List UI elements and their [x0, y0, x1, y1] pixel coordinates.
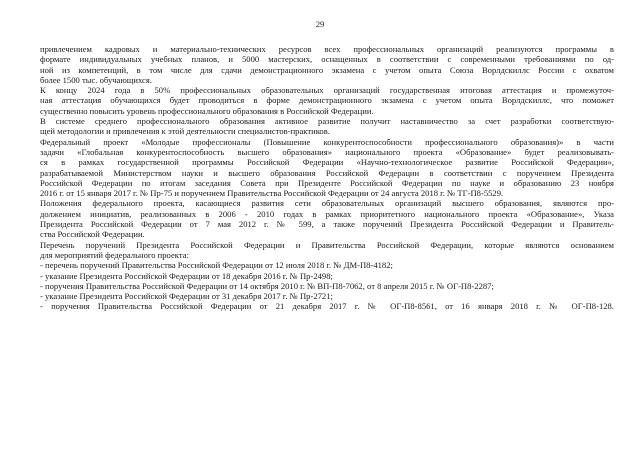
text-line: Президента Российской Федерации от 7 мая 2012 г. № 599, а также поручений Президента Российской Федерации и Правитель- — [40, 219, 614, 230]
text-line: В системе среднего профессионального образования активное развитие получит наставничество за счет разработки соответствую- — [40, 116, 614, 127]
text-line: более 1500 тыс. обучающихся. — [40, 74, 152, 85]
text-line: Российской Федерации по итогам заседания Совета при Президенте Российской Федерации по науке и образованию 23 ноября — [40, 177, 614, 188]
text-line: Перечень поручений Президента Российской Федерации и Правительства Российской Федерации, которые являются основанием — [40, 239, 614, 250]
text-line: - перечень поручений Правительства Российской Федерации от 12 июля 2018 г. № ДМ-П8-4182; — [40, 260, 393, 271]
text-line: существенно повысить уровень профессионального образования в Российской Федерации. — [40, 105, 374, 116]
text-line: ная аттестация обучающихся будет проводиться в форме демонстрационного экзамена с учетом опыта Ворлдскиллс, что поможет — [40, 95, 614, 106]
text-line: разрабатываемой Министерством науки и высшего образования Российской Федерации в соответствии с поручением Президента — [40, 167, 614, 178]
text-line: должением инициатив, реализованных в 2006 - 2010 годах в рамках приоритетного национального проекта «Образование», Указа — [40, 208, 614, 219]
text-line: для мероприятий федерального проекта: — [40, 249, 189, 260]
text-line: формате индивидуальных учебных планов, и 5000 мастерских, оснащенных в соответствии с современными требованиями по од- — [40, 54, 614, 65]
text-line: - указание Президента Российской Федерации от 18 декабря 2016 г. № Пр-2498; — [40, 270, 333, 281]
text-line: ся в рамках государственной программы Российской Федерации «Научно-технологическое развитие Российской Федерации», — [40, 157, 614, 168]
page-number: 29 — [315, 19, 325, 29]
text-line: Положения федерального проекта, касающиеся развития сети образовательных организаций высшего образования, являются про- — [40, 198, 614, 209]
text-line: привлечением кадровых и материально-технических ресурсов всех профессиональных организаций реализуются программы в — [40, 44, 614, 54]
text-line: ства Российской Федерации. — [40, 229, 145, 240]
text-line: - указание Президента Российской Федерации от 31 декабря 2017 г. № Пр-2721; — [40, 291, 333, 302]
text-line: К концу 2024 года в 50% профессиональных образовательных организаций государственная итоговая аттестация и промежуточ- — [40, 85, 614, 96]
text-line: 2016 г. от 15 января 2017 г. № Пр-75 и поручением Правительства Российской Федерации от 24 августа 2018 г. № ТГ-П8-5529. — [40, 188, 504, 199]
text-line: ной из компетенций, в том числе для сдачи демонстрационного экзамена с учетом опыта Союза Ворлдскиллс России с охватом — [40, 64, 614, 75]
text-line: задачи «Глобальная конкурентоспособность высшего образования» национального проекта «Образование» будет реализовывать- — [40, 146, 614, 157]
text-line: щей методологии и привлечения к этой деятельности специалистов-практиков. — [40, 126, 330, 137]
document-body-text — [40, 44, 614, 312]
text-line: - поручения Правительства Российской Федерации от 14 октября 2010 г. № ВП-П8-7062, от 8 апреля 2015 г. № ОГ-П8-2287; — [40, 280, 494, 291]
text-line: - поручения Правительства Российской Федерации от 21 декабря 2017 г. № ОГ-П8-8561, от 16 января 2018 г. № ОГ-П8-128. — [40, 301, 614, 312]
text-line: Федеральный проект «Молодые профессионалы (Повышение конкурентоспособности профессионального образования)» в части — [40, 136, 614, 147]
